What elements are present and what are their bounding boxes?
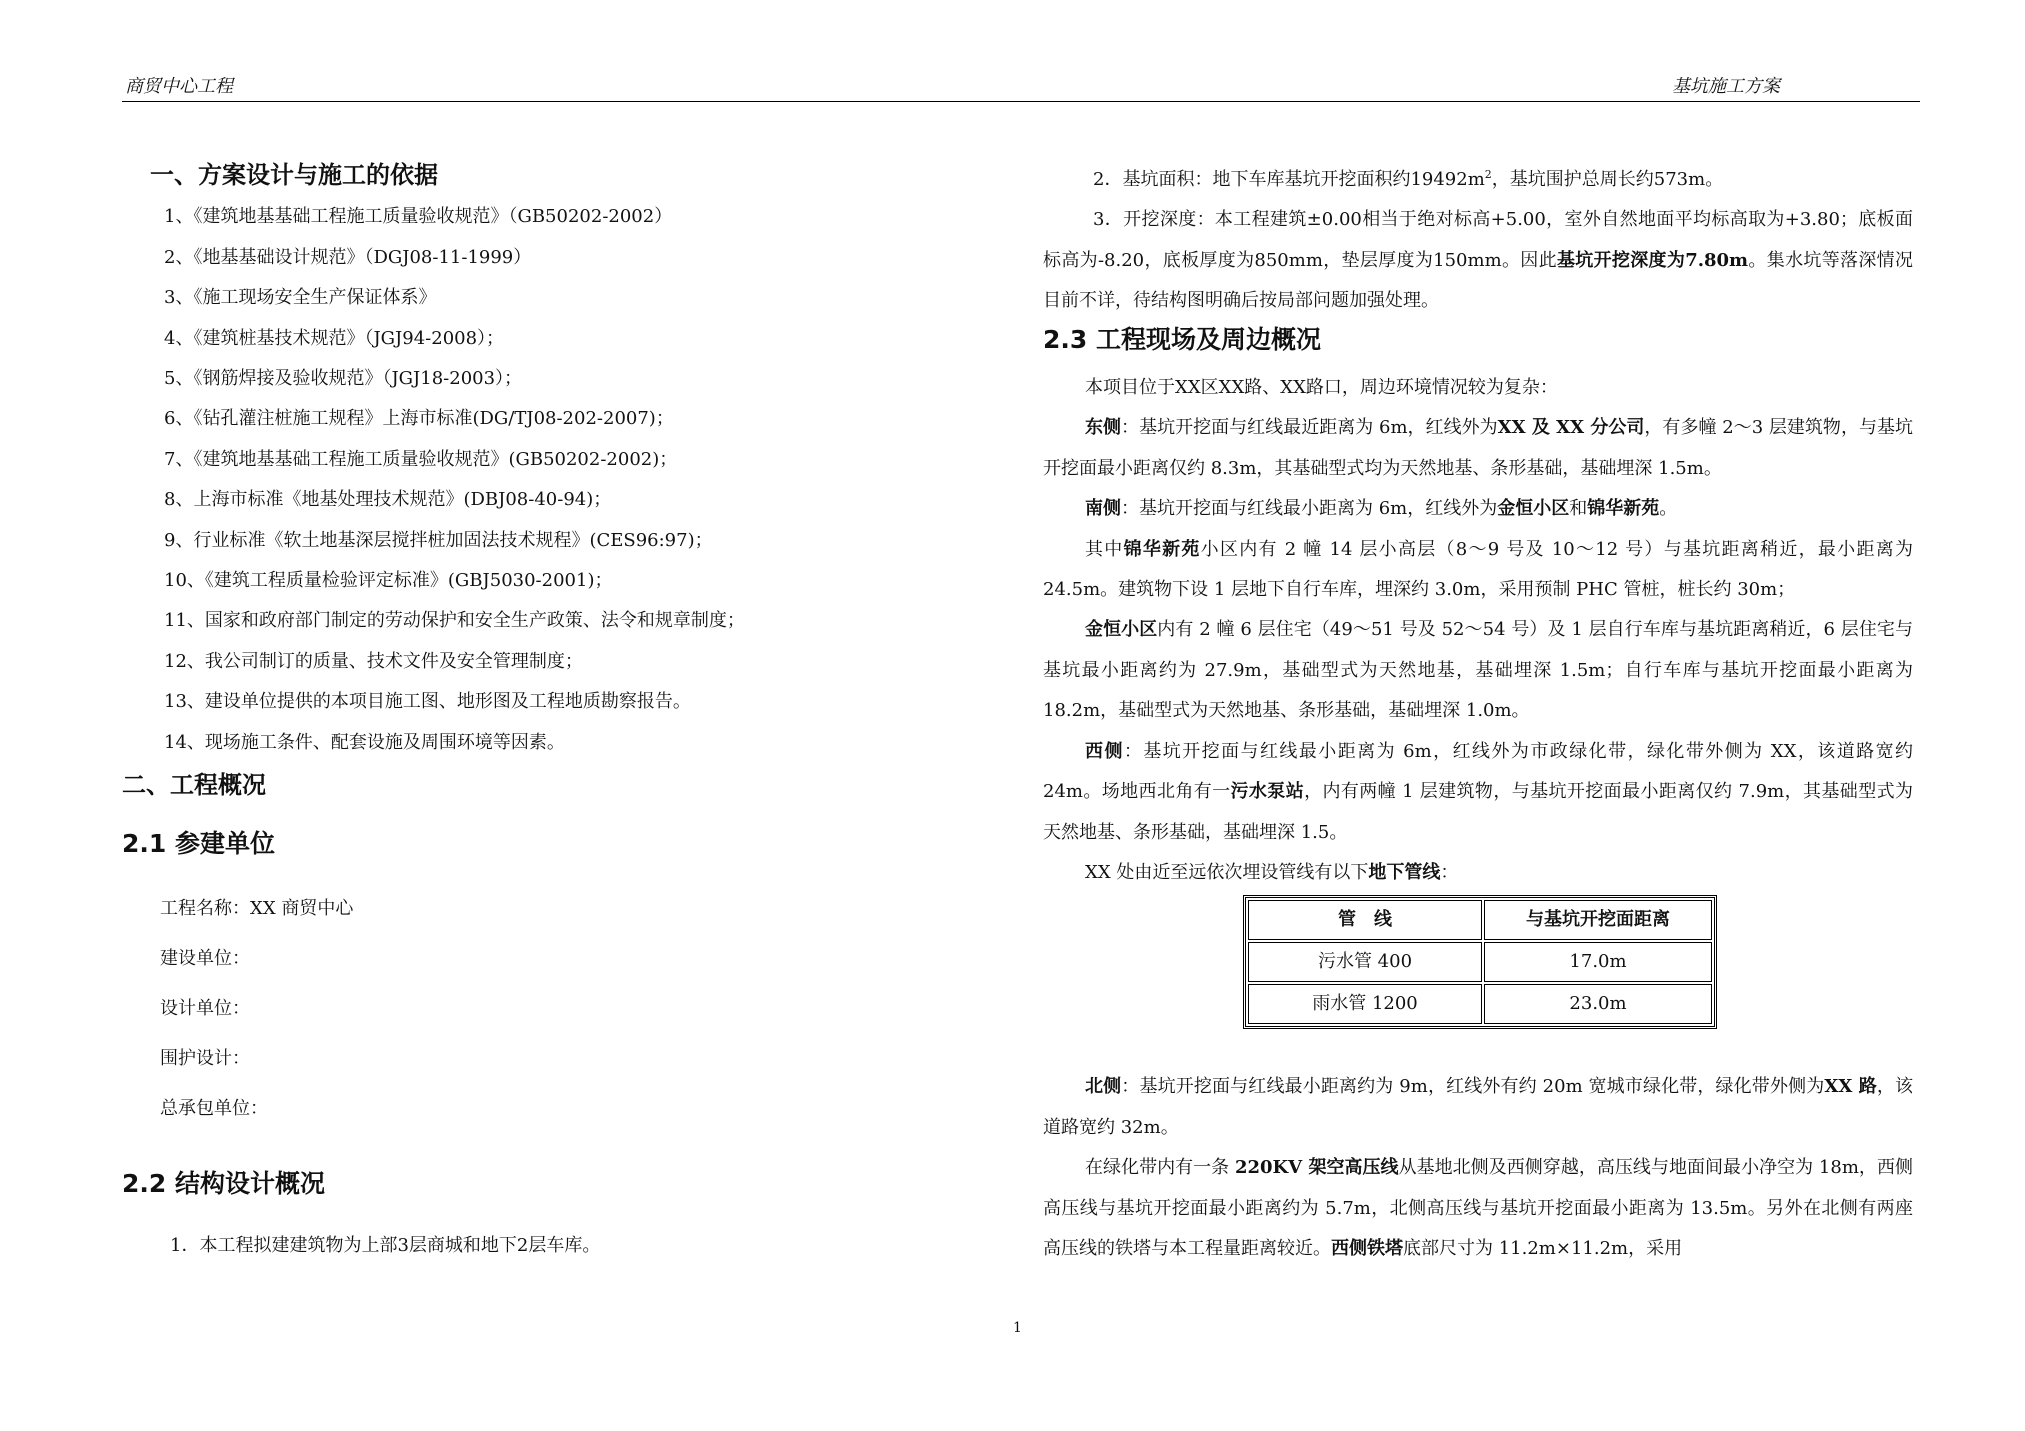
- section-title-units: 2.1 参建单位: [122, 828, 275, 858]
- ref-item: 10、《建筑工程质量检验评定标准》(GBJ5030-2001)；: [164, 570, 613, 592]
- unit-item: 工程名称：XX 商贸中心: [160, 897, 354, 919]
- pipeline-intro: XX 处由近至远依次埋设管线有以下地下管线：: [1085, 861, 1459, 883]
- west-paragraph: 西侧：基坑开挖面与红线最小距离为 6m，红线外为市政绿化带，绿化带外侧为 XX，该道路宽约 24m。场地西北角有一污水泵站，内有两幢 1 层建筑物，与基坑开挖面最小距离仅约 7.9m，其基础型式为天然地基、条形基础，基础埋深 1.5。: [1043, 740, 1914, 843]
- right-column: [1043, 155, 1913, 1269]
- ref-item: 12、我公司制订的质量、技术文件及安全管理制度；: [164, 650, 583, 672]
- ref-item: 4、《建筑桩基技术规范》（JGJ94-2008）；: [164, 327, 505, 349]
- site-intro: 本项目位于XX区XX路、XX路口，周边环境情况较为复杂：: [1085, 377, 1558, 399]
- powerline-paragraph: 在绿化带内有一条 220KV 架空高压线从基地北侧及西侧穿越，高压线与地面间最小净空为 18m，西侧高压线与基坑开挖面最小距离约为 5.7m，北侧高压线与基坑开挖面最小距离为 13.5m。另外在北侧有两座高压线的铁塔与本工程量距离较近。西侧铁塔底部尺寸为 11.2m×11.2m，采用: [1043, 1157, 1913, 1259]
- jinhua-paragraph: 其中锦华新苑小区内有 2 幢 14 层小高层（8～9 号及 10～12 号）与基坑距离稍近，最小距离为 24.5m。建筑物下设 1 层地下自行车库，埋深约 3.0m，采用预制 PHC 管桩，桩长约 30m；: [1043, 538, 1914, 601]
- ref-item: 6、《钻孔灌注桩施工规程》上海市标准(DG/TJ08-202-2007)；: [164, 408, 674, 430]
- ref-item: 2、《地基基础设计规范》（DGJ08-11-1999）: [164, 246, 532, 268]
- header-doc-title: 基坑施工方案: [1672, 76, 1780, 97]
- depth-paragraph: 3．开挖深度：本工程建筑±0.00相当于绝对标高+5.00，室外自然地面平均标高取为+3.80；底板面标高为-8.20，底板厚度为850mm，垫层厚度为150mm。因此基坑开挖深度为7.80m。集水坑等落深情况目前不详，待结构图明确后按局部问题加强处理。: [1043, 209, 1914, 312]
- ref-item: 5、《钢筋焊接及验收规范》（JGJ18-2003）；: [164, 368, 523, 390]
- jinheng-paragraph: 金恒小区内有 2 幢 6 层住宅（49～51 号及 52～54 号）及 1 层自行车库与基坑距离稍近，6 层住宅与基坑最小距离约为 27.9m，基础型式为天然地基，基础埋深 1.5m；自行车库与基坑开挖面最小距离为 18.2m，基础型式为天然地基、条形基础，基础埋深 1.0m。: [1043, 619, 1914, 722]
- ref-item: 7、《建筑地基基础工程施工质量验收规范》(GB50202-2002)；: [164, 448, 678, 470]
- section-title-overview: 二、工程概况: [122, 771, 266, 800]
- table-header-cell: 与基坑开挖面距离: [1484, 900, 1712, 940]
- section-title-basis: 一、方案设计与施工的依据: [150, 161, 438, 189]
- area-paragraph: 2．基坑面积：地下车库基坑开挖面积约$19492m^2$，基坑围护总周长约573m。: [1093, 168, 1724, 190]
- table-row: [1248, 942, 1712, 982]
- table-cell: 雨水管 1200: [1248, 984, 1482, 1024]
- ref-item: 3、《施工现场安全生产保证体系》: [164, 287, 437, 309]
- unit-item: 总承包单位：: [160, 1097, 268, 1119]
- left-column: [122, 155, 982, 1267]
- ref-item: 14、现场施工条件、配套设施及周围环境等因素。: [164, 731, 565, 753]
- table-cell: 污水管 400: [1248, 942, 1482, 982]
- table-header-row: [1248, 900, 1712, 940]
- pipeline-table: [1243, 895, 1717, 1029]
- header-divider: [122, 101, 1920, 102]
- unit-item: 围护设计：: [160, 1047, 250, 1069]
- structure-para-1: 1．本工程拟建建筑物为上部3层商城和地下2层车库。: [170, 1235, 601, 1257]
- east-paragraph: 东侧：基坑开挖面与红线最近距离为 6m，红线外为XX 及 XX 分公司，有多幢 2～3 层建筑物，与基坑开挖面最小距离仅约 8.3m，其基础型式均为天然地基、条形基础，基础埋深 1.5m。: [1043, 417, 1913, 479]
- section-title-structure: 2.2 结构设计概况: [122, 1168, 325, 1198]
- table-row: [1248, 984, 1712, 1024]
- ref-item: 1、《建筑地基基础工程施工质量验收规范》（GB50202-2002）: [164, 206, 673, 228]
- ref-item: 8、上海市标准《地基处理技术规范》(DBJ08-40-94)；: [164, 489, 612, 511]
- table-cell: 23.0m: [1484, 984, 1712, 1024]
- unit-item: 建设单位：: [160, 947, 250, 969]
- section-title-site: 2.3 工程现场及周边概况: [1043, 324, 1321, 354]
- ref-item: 9、行业标准《软土地基深层搅拌桩加固法技术规程》(CES96:97)；: [164, 529, 713, 551]
- ref-item: 11、国家和政府部门制定的劳动保护和安全生产政策、法令和规章制度；: [164, 610, 745, 632]
- table-header-cell: 管 线: [1248, 900, 1482, 940]
- page-number: 1: [1013, 1320, 1022, 1336]
- ref-item: 13、建设单位提供的本项目施工图、地形图及工程地质勘察报告。: [164, 691, 691, 713]
- table-cell: 17.0m: [1484, 942, 1712, 982]
- header-project-name: 商贸中心工程: [125, 76, 233, 97]
- unit-item: 设计单位：: [160, 997, 250, 1019]
- north-paragraph: 北侧：基坑开挖面与红线最小距离约为 9m，红线外有约 20m 宽城市绿化带，绿化带外侧为XX 路，该道路宽约 32m。: [1043, 1076, 1914, 1138]
- south-paragraph: 南侧：基坑开挖面与红线最小距离为 6m，红线外为金恒小区和锦华新苑。: [1085, 498, 1678, 520]
